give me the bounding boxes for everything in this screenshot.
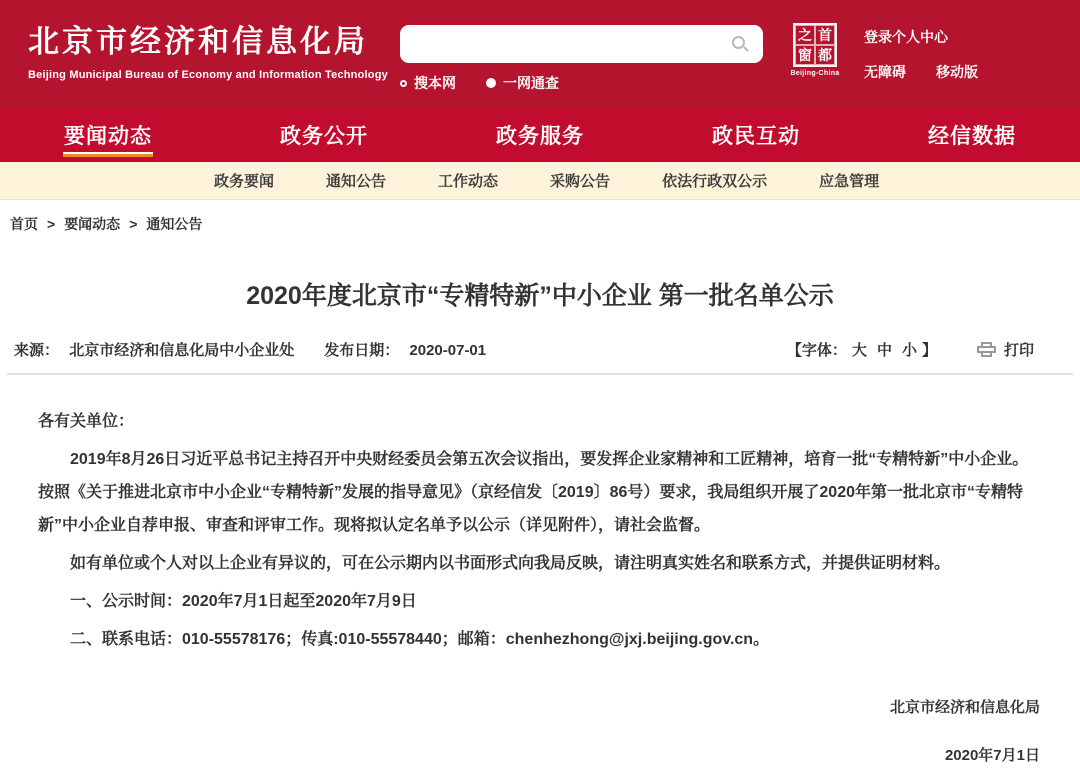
article-body [0,375,1080,656]
source-label: 来源： [14,342,60,359]
print-label: 打印 [1003,342,1034,359]
breadcrumb-notices[interactable]: 通知公告 [146,216,203,232]
seal-char: 窗 [795,45,815,65]
seal-caption: Beijing-China [790,70,840,77]
article-paragraph: 二、联系电话：010-55578176；传真:010-55578440；邮箱：chenhezhong@jxj.beijing.gov.cn。 [70,631,770,648]
subnav-notices[interactable]: 通知公告 [326,173,387,190]
header-quick-links [864,27,978,82]
font-size-medium-button[interactable]: 中 [876,342,892,359]
site-subtitle: Beijing Municipal Bureau of Economy and Information Technology [28,69,388,81]
article-paragraph: 如有单位或个人对以上企业有异议的，可在公示期内以书面形式向我局反映，请注明真实姓名和联系方式，并提供证明材料。 [70,555,951,572]
subnav-dual-disclosure[interactable]: 依法行政双公示 [662,173,768,190]
article-publish-date [324,339,486,360]
breadcrumb [0,200,1080,234]
subnav-work-updates[interactable]: 工作动态 [438,173,499,190]
font-label-prefix: 【字体： [786,342,847,359]
printer-icon [977,342,996,358]
search-scope-site-label: 搜本网 [414,75,456,91]
radio-icon[interactable] [486,78,496,88]
font-size-controls [787,339,937,360]
radio-icon[interactable] [400,80,407,87]
source-value: 北京市经济和信息化局中小企业处 [69,342,295,359]
sub-navigation [0,162,1080,200]
search-area [400,25,763,93]
site-header [0,0,1080,108]
date-label: 发布日期： [324,342,400,359]
search-icon[interactable] [732,36,749,53]
site-title: 北京市经济和信息化局 [28,24,368,59]
breadcrumb-news-updates[interactable]: 要闻动态 [64,216,121,232]
seal-char: 都 [815,45,835,65]
seal-icon [793,23,837,67]
article-source [14,339,294,360]
nav-tab-gov-services[interactable]: 政务服务 [496,125,584,148]
seal-char: 首 [815,25,835,45]
search-scope-site[interactable] [400,73,456,93]
login-personal-center-link[interactable]: 登录个人中心 [864,29,948,45]
article-paragraph: 一、公示时间：2020年7月1日起至2020年7月9日 [70,593,417,610]
font-size-small-button[interactable]: 小 [901,342,917,359]
article-title: 2020年度北京市“专精特新”中小企业 第一批名单公示 [246,282,834,310]
article-paragraph: 2019年8月26日习近平总书记主持召开中央财经委员会第五次会议指出，要发挥企业家精神和工匠精神，培育一批“专精特新”中小企业。按照《关于推进北京市中小企业“专精特新”发展的指导意见》（京经信发〔2019〕86号）要求，我局组织开展了2020年第一批北京市“专精特新”中小企业自荐申报、审查和评审工作。现将拟认定名单予以公示（详见附件），请社会监督。 [38,451,1029,534]
article-salutation: 各有关单位： [38,413,135,430]
signature-date: 2020年7月1日 [944,747,1040,764]
date-value: 2020-07-01 [409,342,487,359]
seal-char: 之 [795,25,815,45]
nav-tab-economy-data[interactable]: 经信数据 [928,125,1016,148]
font-size-large-button[interactable]: 大 [851,342,867,359]
mobile-version-link[interactable]: 移动版 [936,64,978,80]
capital-window-seal-logo[interactable] [788,23,842,77]
font-label-suffix: 】 [921,342,937,359]
breadcrumb-separator: > [47,216,56,232]
search-scope-options [400,73,763,93]
search-scope-network[interactable] [486,73,559,93]
subnav-procurement-notices[interactable]: 采购公告 [550,173,611,190]
search-scope-network-label: 一网通查 [503,75,559,91]
nav-tab-news-updates[interactable]: 要闻动态 [0,108,216,162]
nav-tab-public-interaction[interactable]: 政民互动 [712,125,800,148]
article-meta-row [0,339,1080,373]
site-brand [28,16,388,81]
subnav-gov-news[interactable]: 政务要闻 [214,173,275,190]
print-button[interactable] [977,339,1034,360]
signature-organization: 北京市经济和信息化局 [889,699,1040,716]
accessibility-link[interactable]: 无障碍 [864,64,906,80]
main-navigation [0,108,1080,162]
breadcrumb-home[interactable]: 首页 [10,216,38,232]
content-area [0,200,1080,765]
article-signature [0,696,1080,765]
search-box [400,25,763,63]
search-input[interactable] [400,25,763,63]
subnav-emergency-management[interactable]: 应急管理 [819,173,880,190]
nav-tab-gov-disclosure[interactable]: 政务公开 [280,125,368,148]
breadcrumb-separator: > [129,216,138,232]
